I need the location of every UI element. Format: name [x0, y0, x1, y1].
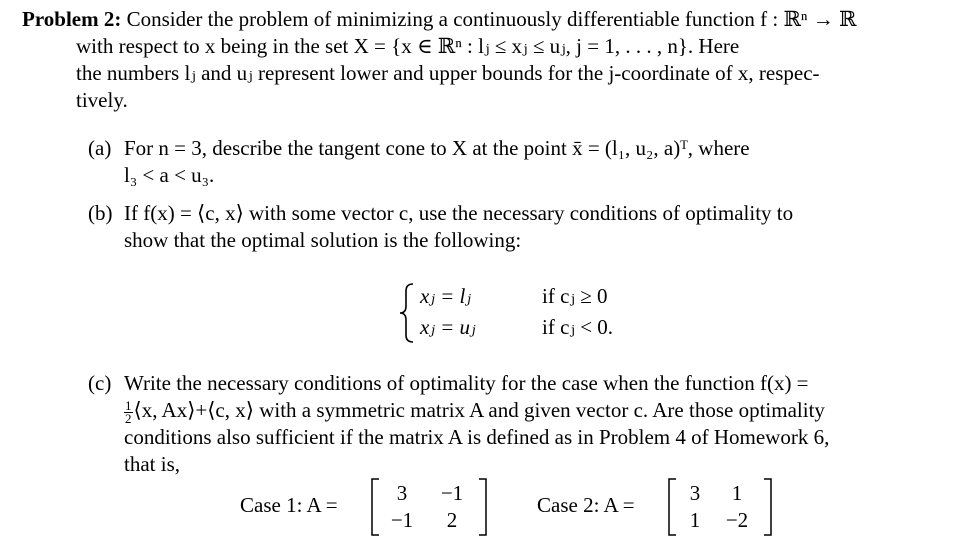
case-2-matrix — [667, 478, 773, 536]
problem-line-4: tively. — [76, 88, 128, 112]
case-1-condition: if cⱼ ≥ 0 — [542, 284, 608, 308]
matrix-1-cell-21: −1 — [390, 508, 414, 532]
part-a-marker: (a) — [88, 136, 112, 160]
right-bracket-icon — [763, 478, 773, 536]
matrix-2-cell-11: 3 — [689, 481, 701, 505]
case-1-label: Case 1: A = — [240, 493, 338, 517]
case-2-condition: if cⱼ < 0. — [542, 315, 614, 339]
part-c-marker: (c) — [88, 371, 112, 395]
matrix-1-cell-12: −1 — [440, 481, 464, 505]
piecewise-solution — [398, 282, 628, 344]
fraction-numerator: 1 — [125, 397, 132, 413]
case-row-1 — [420, 283, 608, 310]
one-half-fraction — [124, 397, 133, 426]
part-c-line-1: Write the necessary conditions of optimality for the case when the function f(x) = — [124, 371, 809, 395]
fraction-denominator: 2 — [125, 410, 132, 426]
part-c-line-2-text: ⟨x, Ax⟩+⟨c, x⟩ with a symmetric matrix A and given vector c. Are those optimality — [133, 398, 825, 422]
left-bracket-icon — [667, 478, 677, 536]
case-row-2 — [420, 314, 614, 341]
part-c-line-4: that is, — [124, 452, 180, 476]
part-a-line-1: For n = 3, describe the tangent cone to X at the point x̄ = (l₁, u₂, a)ᵀ, where — [124, 136, 750, 160]
problem-text-1: Consider the problem of minimizing a continuously differentiable function f : ℝⁿ → ℝ — [126, 7, 857, 31]
case-1-matrix — [370, 478, 488, 536]
problem-label: Problem 2: — [22, 7, 122, 31]
right-bracket-icon — [478, 478, 488, 536]
part-b-marker: (b) — [88, 201, 113, 225]
matrix-1-cell-22: 2 — [446, 508, 458, 532]
problem-line-1 — [22, 6, 857, 33]
matrix-1-cell-11: 3 — [396, 481, 408, 505]
part-c-line-3: conditions also sufficient if the matrix A is defined as in Problem 4 of Homework 6, — [124, 425, 830, 449]
part-b-line-2: show that the optimal solution is the following: — [124, 228, 522, 252]
matrix-2-cell-12: 1 — [731, 481, 743, 505]
part-a-line-2: l₃ < a < u₃. — [124, 163, 215, 187]
left-bracket-icon — [370, 478, 380, 536]
case-1-expression: xⱼ = lⱼ — [420, 284, 471, 308]
case-2-expression: xⱼ = uⱼ — [420, 315, 476, 339]
matrix-2-cell-22: −2 — [725, 508, 749, 532]
part-c-line-2 — [124, 397, 825, 425]
matrix-2-cell-21: 1 — [689, 508, 701, 532]
part-b-line-1: If f(x) = ⟨c, x⟩ with some vector c, use the necessary conditions of optimality to — [124, 201, 794, 225]
problem-line-2: with respect to x being in the set X = {x ∈ ℝⁿ : lⱼ ≤ xⱼ ≤ uⱼ, j = 1, . . . , n}. Here — [76, 34, 740, 58]
left-brace-icon — [398, 282, 416, 344]
problem-line-3: the numbers lⱼ and uⱼ represent lower and upper bounds for the j-coordinate of x, respec- — [76, 61, 820, 85]
case-2-label: Case 2: A = — [537, 493, 635, 517]
